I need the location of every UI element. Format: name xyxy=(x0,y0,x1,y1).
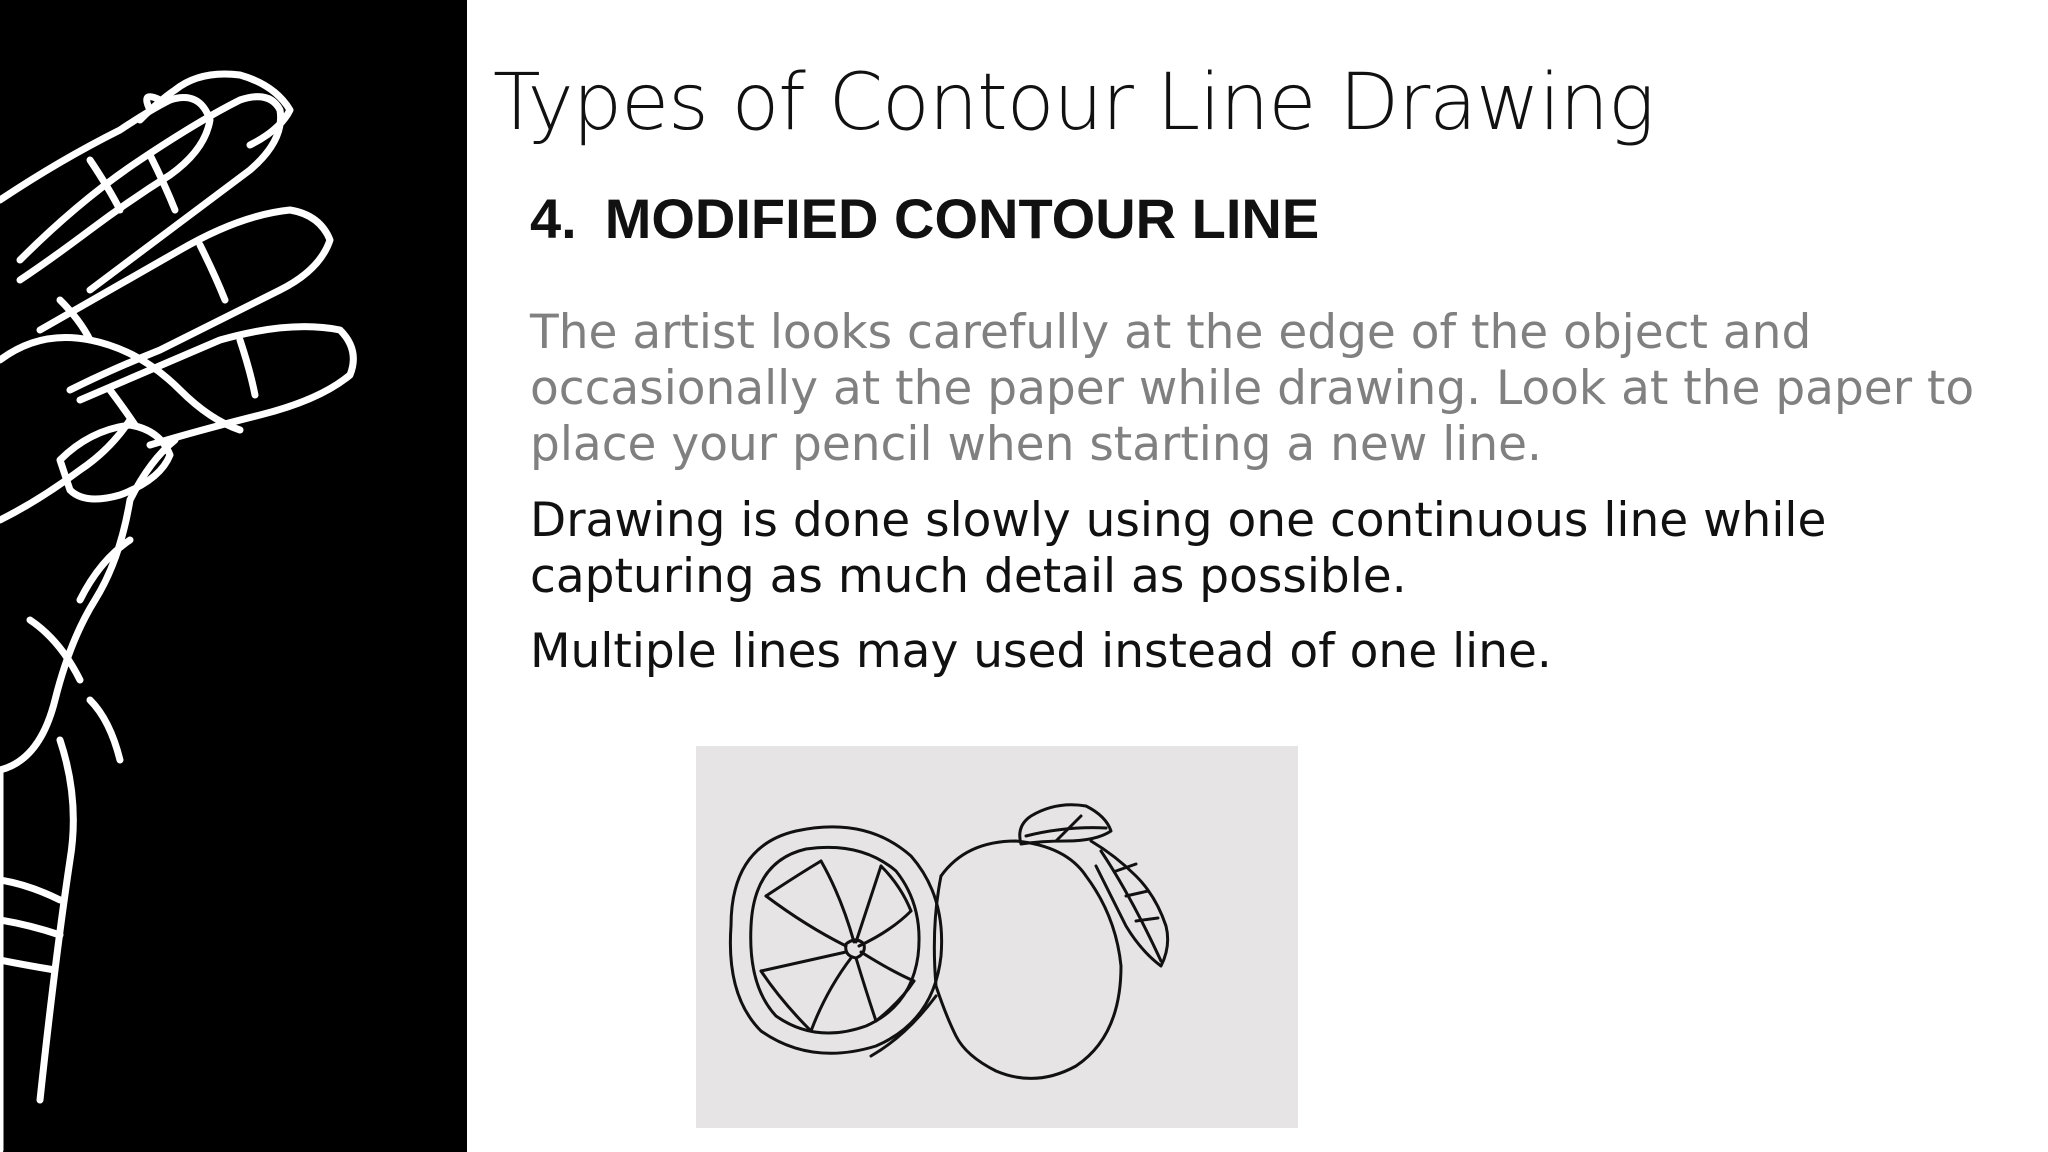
section-number: 4. xyxy=(530,187,577,250)
hand-contour-drawing xyxy=(0,0,467,1152)
paragraph-description: The artist looks carefully at the edge of the object and occasionally at the paper while drawing. Look at the paper to place your pencil when starting a new line. xyxy=(530,305,1975,472)
paragraph-note: Multiple lines may used instead of one line. xyxy=(530,624,1552,679)
lemon-contour-drawing xyxy=(696,746,1298,1128)
paragraph-method: Drawing is done slowly using one continuous line while capturing as much detail as possible. xyxy=(530,493,1827,604)
section-heading xyxy=(530,186,1319,251)
section-title: MODIFIED CONTOUR LINE xyxy=(604,187,1320,250)
slide-title: Types of Contour Line Drawing xyxy=(493,58,1654,148)
